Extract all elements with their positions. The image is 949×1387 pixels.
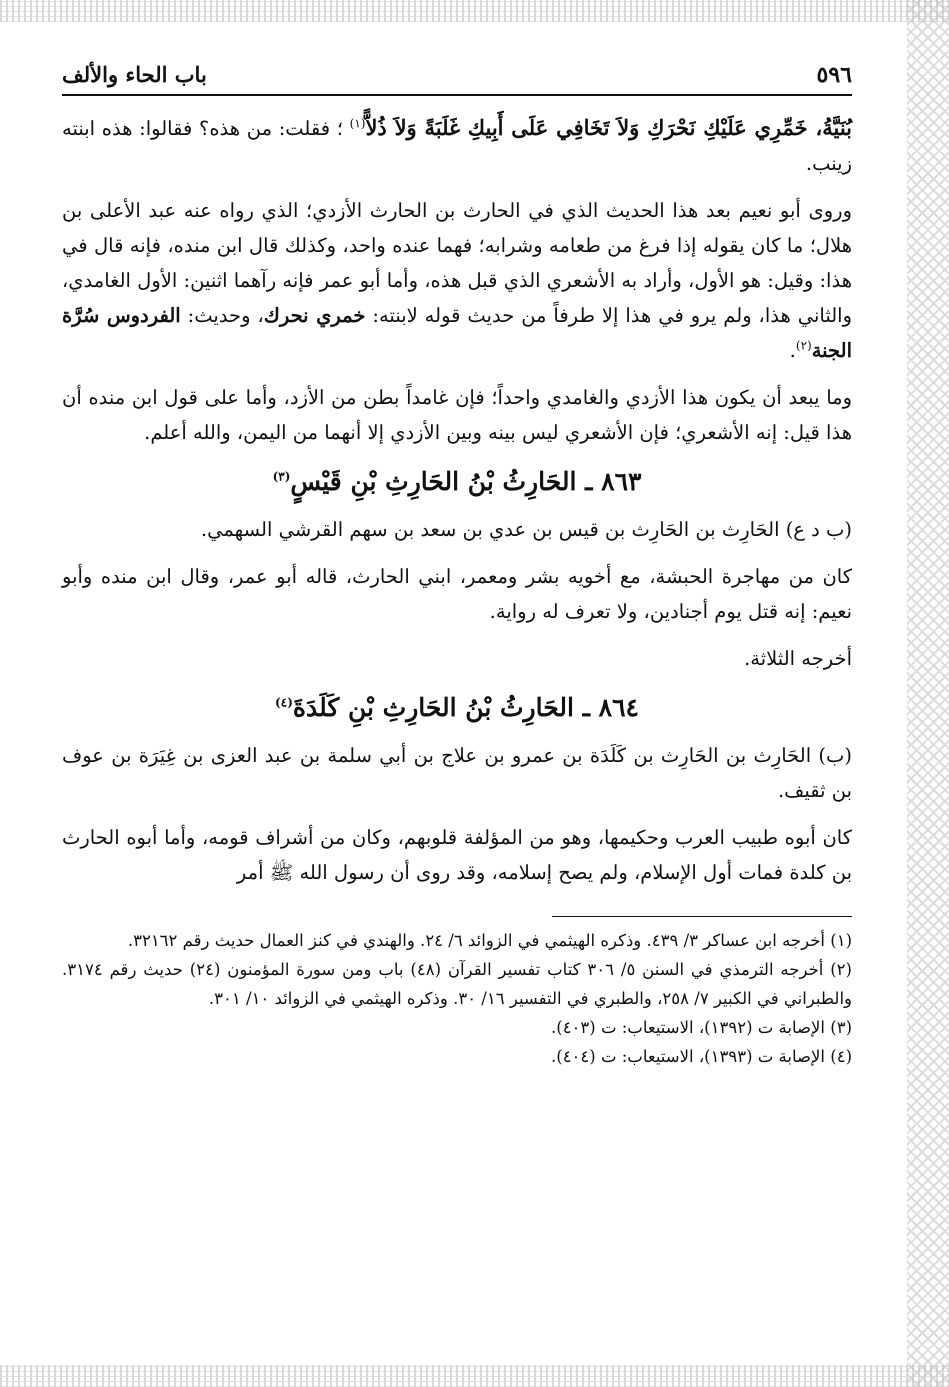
footnotes-section <box>62 916 852 1071</box>
entry-864-title: ٨٦٤ ـ الحَارِثُ بْنُ الحَارِثِ بْنِ كَلَدَةَ <box>292 693 639 722</box>
entry-863-body: كان من مهاجرة الحبشة، مع أخويه بشر ومعمر، ابني الحارث، قاله أبو عمر، وقال ابن منده وأبو نعيم: إنه قتل يوم أجنادين، ولا تعرف له رواية. <box>62 565 852 623</box>
paragraph-1-rest: ؛ فقلت: من هذه؟ فقالوا: هذه ابنته زينب. <box>62 117 852 175</box>
entry-864-lineage: (ب) الحَارِث بن الحَارِث بن كَلَدَة بن عمرو بن علاج بن أبي سلمة بن عبد العزى بن غِيَرَة بن عوف بن ثقيف. <box>62 744 852 802</box>
paragraph-2-text: وروى أبو نعيم بعد هذا الحديث الذي في الحارث بن الحارث الأزدي؛ الذي رواه عنه عبد الأعلى بن هلال؛ ما كان يقوله إذا فرغ من طعامه وشرابه؛ فهما عنده واحد، وكذلك قال ابن منده، فإنه قال في هذا: وقيل: هو الأول، وأراد به الأشعري الذي قبل هذه، وأما أبو عمر فإنه رآهما اثنين: الأول الغامدي، والثاني هذا، ولم يرو في هذا إلا طرفاً من حديث قوله لابنته: <box>62 199 852 327</box>
decorative-border-top <box>0 0 949 22</box>
entry-863-title: ٨٦٣ ـ الحَارِثُ بْنُ الحَارِثِ بْنِ قَيْسٍ <box>290 467 642 496</box>
footnote-2: (٢) أخرجه الترمذي في السنن ٥/ ٣٠٦ كتاب تفسير القرآن (٤٨) باب ومن سورة المؤمنون (٢٤) حديث رقم ٣١٧٤. والطبراني في الكبير ٧/ ٢٥٨، والطبري في التفسير ١٦/ ٣٠. وذكره الهيثمي في الزوائد ١٠/ ٣٠١. <box>62 960 852 1008</box>
page-number: ٥٩٦ <box>816 62 852 88</box>
footnote-marker-4: (٤) <box>275 695 293 710</box>
hadith-title-1: خمري نحرك <box>263 304 366 327</box>
footnote-1: (١) أخرجه ابن عساكر ٣/ ٤٣٩. وذكره الهيثمي في الزوائد ٦/ ٢٤. والهندي في كنز العمال حديث رقم ٣٢١٦٢. <box>127 931 852 950</box>
footnote-marker-3: (٣) <box>272 469 291 484</box>
entry-864-body: كان أبوه طبيب العرب وحكيمها، وهو من المؤلفة قلوبهم، وكان من أشراف قومه، وأما أبوه الحارث بن كلدة فمات أول الإسلام، ولم يصح إسلامه، وقد روى أن رسول الله ﷺ أمر <box>62 826 852 884</box>
footnote-marker-2: (٢) <box>795 338 812 353</box>
book-page <box>62 62 852 1071</box>
paragraph-2-end: . <box>789 339 796 362</box>
decorative-border-right <box>907 0 949 1387</box>
entry-863-lineage: (ب د ع) الحَارِث بن الحَارِث بن قيس بن عدي بن سعد بن سهم القرشي السهمي. <box>200 518 852 541</box>
footnote-3: (٣) الإصابة ت (١٣٩٢)، الاستيعاب: ت (٤٠٣). <box>551 1018 852 1037</box>
hadith-quote: بُنَيَّةُ، خَمِّرِي عَلَيْكِ نَحْرَكِ وَلاَ تَخَافِي عَلَى أَبِيكِ غَلَبَةً وَلاَ ذُلاًّ <box>365 115 853 140</box>
paragraph-2 <box>62 193 852 368</box>
chapter-title: باب الحاء والألف <box>62 62 207 87</box>
paragraph-1 <box>62 110 852 181</box>
hadith-title-2: الفردوس سُرَّة الجنة <box>62 304 852 362</box>
footnote-marker-1: (١) <box>349 116 366 131</box>
page-header <box>62 62 852 96</box>
footnote-4: (٤) الإصابة ت (١٣٩٣)، الاستيعاب: ت (٤٠٤). <box>551 1047 852 1066</box>
entry-864-heading <box>62 690 852 726</box>
paragraph-3: وما يبعد أن يكون هذا الأزدي والغامدي واحداً؛ فإن غامداً بطن من الأزد، وأما على قول ابن منده أن هذا قيل: إنه الأشعري؛ فإن الأشعري ليس بينه وبين الأزدي إلا أنهما من اليمن، والله أعلم. <box>62 386 852 444</box>
footnote-divider <box>552 916 852 917</box>
entry-863-heading <box>62 464 852 500</box>
decorative-border-bottom <box>0 1365 949 1387</box>
paragraph-2-mid: ، وحديث: <box>187 304 264 327</box>
entry-863-outro: أخرجه الثلاثة. <box>744 647 852 670</box>
